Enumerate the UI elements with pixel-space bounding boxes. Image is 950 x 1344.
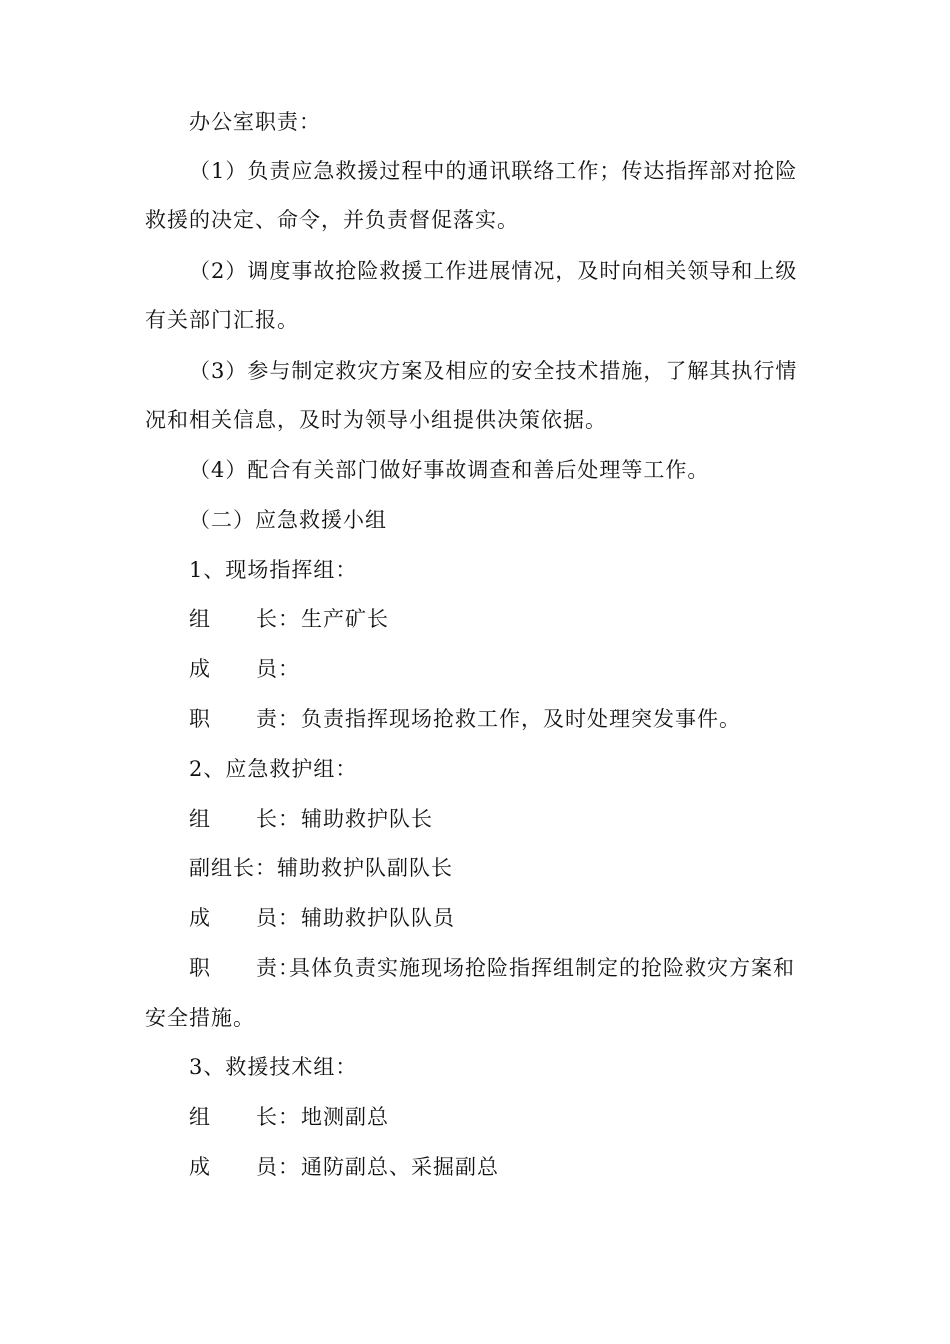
office-item-2-line-2: 有关部门汇报。 — [145, 308, 299, 332]
group-3-title: 3、救援技术组： — [189, 1055, 358, 1079]
leader-label-char-2: 长： — [256, 1105, 300, 1129]
group-2-leader-row — [189, 805, 433, 833]
group-1-member-row — [189, 655, 301, 683]
member-label — [189, 1153, 301, 1181]
group-3-member-row — [189, 1153, 499, 1181]
group-2-title: 2、应急救护组： — [189, 757, 358, 781]
member-label-char-2: 员： — [256, 906, 300, 930]
leader-label — [189, 805, 301, 833]
duty-label-char-2: 责： — [256, 956, 300, 980]
group-2-duty-continuation: 安全措施。 — [145, 1006, 255, 1030]
member-label-char-1: 成 — [189, 906, 211, 930]
group-3-leader-row — [189, 1103, 389, 1131]
leader-label-char-1: 组 — [189, 807, 211, 831]
duty-label — [189, 705, 301, 733]
group-2-member-value: 辅助救护队队员 — [301, 906, 455, 930]
office-item-2-line-1: （2）调度事故抢险救援工作进展情况，及时向相关领导和上级 — [189, 259, 798, 283]
duty-label-char-1: 职 — [189, 707, 211, 731]
office-item-1-line-2: 救援的决定、命令，并负责督促落实。 — [145, 208, 519, 232]
member-label — [189, 904, 301, 932]
member-label-char-1: 成 — [189, 1155, 211, 1179]
office-item-1-line-1: （1）负责应急救援过程中的通讯联络工作；传达指挥部对抢险 — [189, 159, 798, 183]
member-label — [189, 655, 301, 683]
group-2-member-row — [189, 904, 455, 932]
group-1-duty-row — [189, 705, 741, 733]
group-1-duty-value: 负责指挥现场抢救工作，及时处理突发事件。 — [301, 707, 741, 731]
leader-label — [189, 1103, 301, 1131]
group-2-duty-row — [189, 954, 795, 982]
office-item-4: （4）配合有关部门做好事故调查和善后处理等工作。 — [189, 458, 710, 482]
duty-label-char-2: 责： — [256, 707, 300, 731]
office-item-3-line-1: （3）参与制定救灾方案及相应的安全技术措施，了解其执行情 — [189, 359, 798, 383]
group-3-member-value: 通防副总、采掘副总 — [301, 1155, 499, 1179]
group-2-leader-value: 辅助救护队长 — [301, 807, 433, 831]
office-item-3-line-2: 况和相关信息，及时为领导小组提供决策依据。 — [145, 408, 607, 432]
leader-label-char-2: 长： — [256, 807, 300, 831]
duty-label-char-1: 职 — [189, 956, 211, 980]
group-1-title: 1、现场指挥组： — [189, 558, 358, 582]
member-label-char-2: 员： — [256, 1155, 300, 1179]
section-title: （二）应急救援小组 — [189, 508, 387, 532]
leader-label-char-1: 组 — [189, 1105, 211, 1129]
group-1-leader-value: 生产矿长 — [301, 607, 389, 631]
leader-label-char-2: 长： — [256, 607, 300, 631]
member-label-char-1: 成 — [189, 657, 211, 681]
group-2-duty-value: 具体负责实施现场抢险指挥组制定的抢险救灾方案和 — [289, 956, 795, 980]
leader-label — [189, 605, 301, 633]
member-label-char-2: 员： — [256, 657, 300, 681]
duty-label — [189, 954, 300, 982]
leader-label-char-1: 组 — [189, 607, 211, 631]
office-heading: 办公室职责： — [189, 110, 321, 134]
group-1-leader-row — [189, 605, 389, 633]
group-3-leader-value: 地测副总 — [301, 1105, 389, 1129]
group-2-deputy-row: 副组长：辅助救护队副队长 — [189, 856, 453, 880]
